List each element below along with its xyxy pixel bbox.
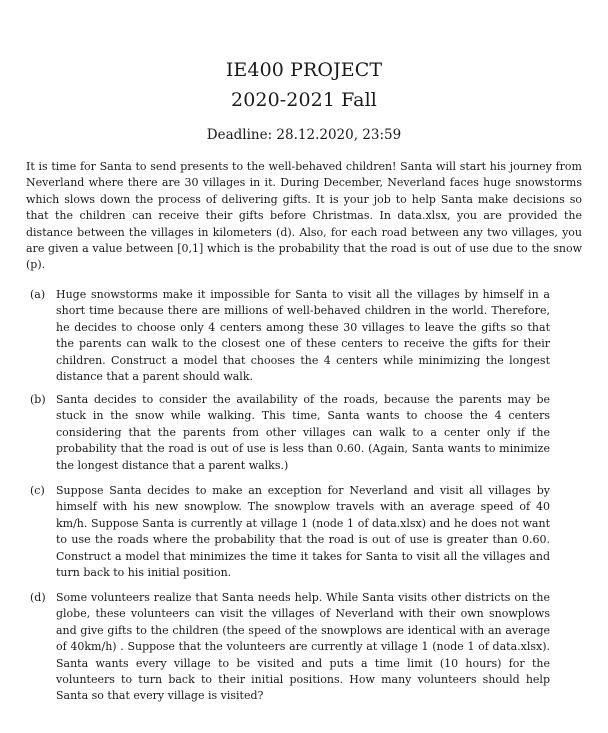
deadline-line: Deadline: 28.12.2020, 23:59: [206, 127, 402, 143]
question-text-d: Some volunteers realize that Santa needs help. While Santa visits other districts on the globe, these volunteers can visit the villages of Neverland with their own snowplows and give gifts to the children (the speed of the snowplows are identical with an average of 40km/h) . Suppose that the volunteers are currently at village 1 (node 1 of data.xlsx). Santa wants every village to be visited and puts a time limit (10 hours) for the volunteers to turn back to their initial positions. How many volunteers should help Santa so that every village is visited?: [56, 591, 550, 703]
question-text-c: Suppose Santa decides to make an exception for Neverland and visit all villages by himself with his new snowplow. The snowplow travels with an average speed of 40 km/h. Suppose Santa is currently at village 1 (node 1 of data.xlsx) and he does not want to use the roads where the probability that the road is out of use is greater than 0.60. Construct a model that minimizes the time it takes for Santa to visit all the villages and turn back to his initial position.: [56, 484, 550, 580]
question-item-a: [30, 287, 550, 385]
question-label-d: (d): [30, 591, 46, 604]
question-item-d: [30, 590, 550, 705]
question-text-a: Huge snowstorms make it impossible for Santa to visit all the villages by himself in a short time because there are millions of well-behaved children in the world. Therefore, he decides to choose only 4 centers among these 30 villages to leave the gifts so that the parents can walk to the closest one of these centers to receive the gifts for their children. Construct a model that chooses the 4 centers while minimizing the longest distance that a parent should walk.: [56, 288, 550, 384]
question-item-b: [30, 392, 550, 474]
question-text-b: Santa decides to consider the availability of the roads, because the parents may be stuck in the snow while walking. This time, Santa wants to choose the 4 centers considering that the parents from other villages can walk to a center only if the probability that the road is out of use is less than 0.60. (Again, Santa wants to minimize the longest distance that a parent walks.): [56, 393, 550, 472]
document-title: IE400 PROJECT: [225, 59, 383, 81]
question-label-c: (c): [30, 484, 45, 497]
document-term: 2020-2021 Fall: [231, 89, 377, 111]
question-item-c: [30, 483, 550, 581]
intro-paragraph: It is time for Santa to send presents to the well-behaved children! Santa will start his journey from Neverland where there are 30 villages in it. During December, Neverland faces huge snowstorms which slows down the process of delivering gifts. It is your job to help Santa make decisions so that the children can receive their gifts before Christmas. In data.xlsx, you are provided the distance between the villages in kilometers (d). Also, for each road between any two villages, you are given a value between [0,1] which is the probability that the road is out of use due to the snow (p).: [26, 160, 582, 272]
question-label-b: (b): [30, 393, 46, 406]
question-label-a: (a): [30, 288, 46, 301]
